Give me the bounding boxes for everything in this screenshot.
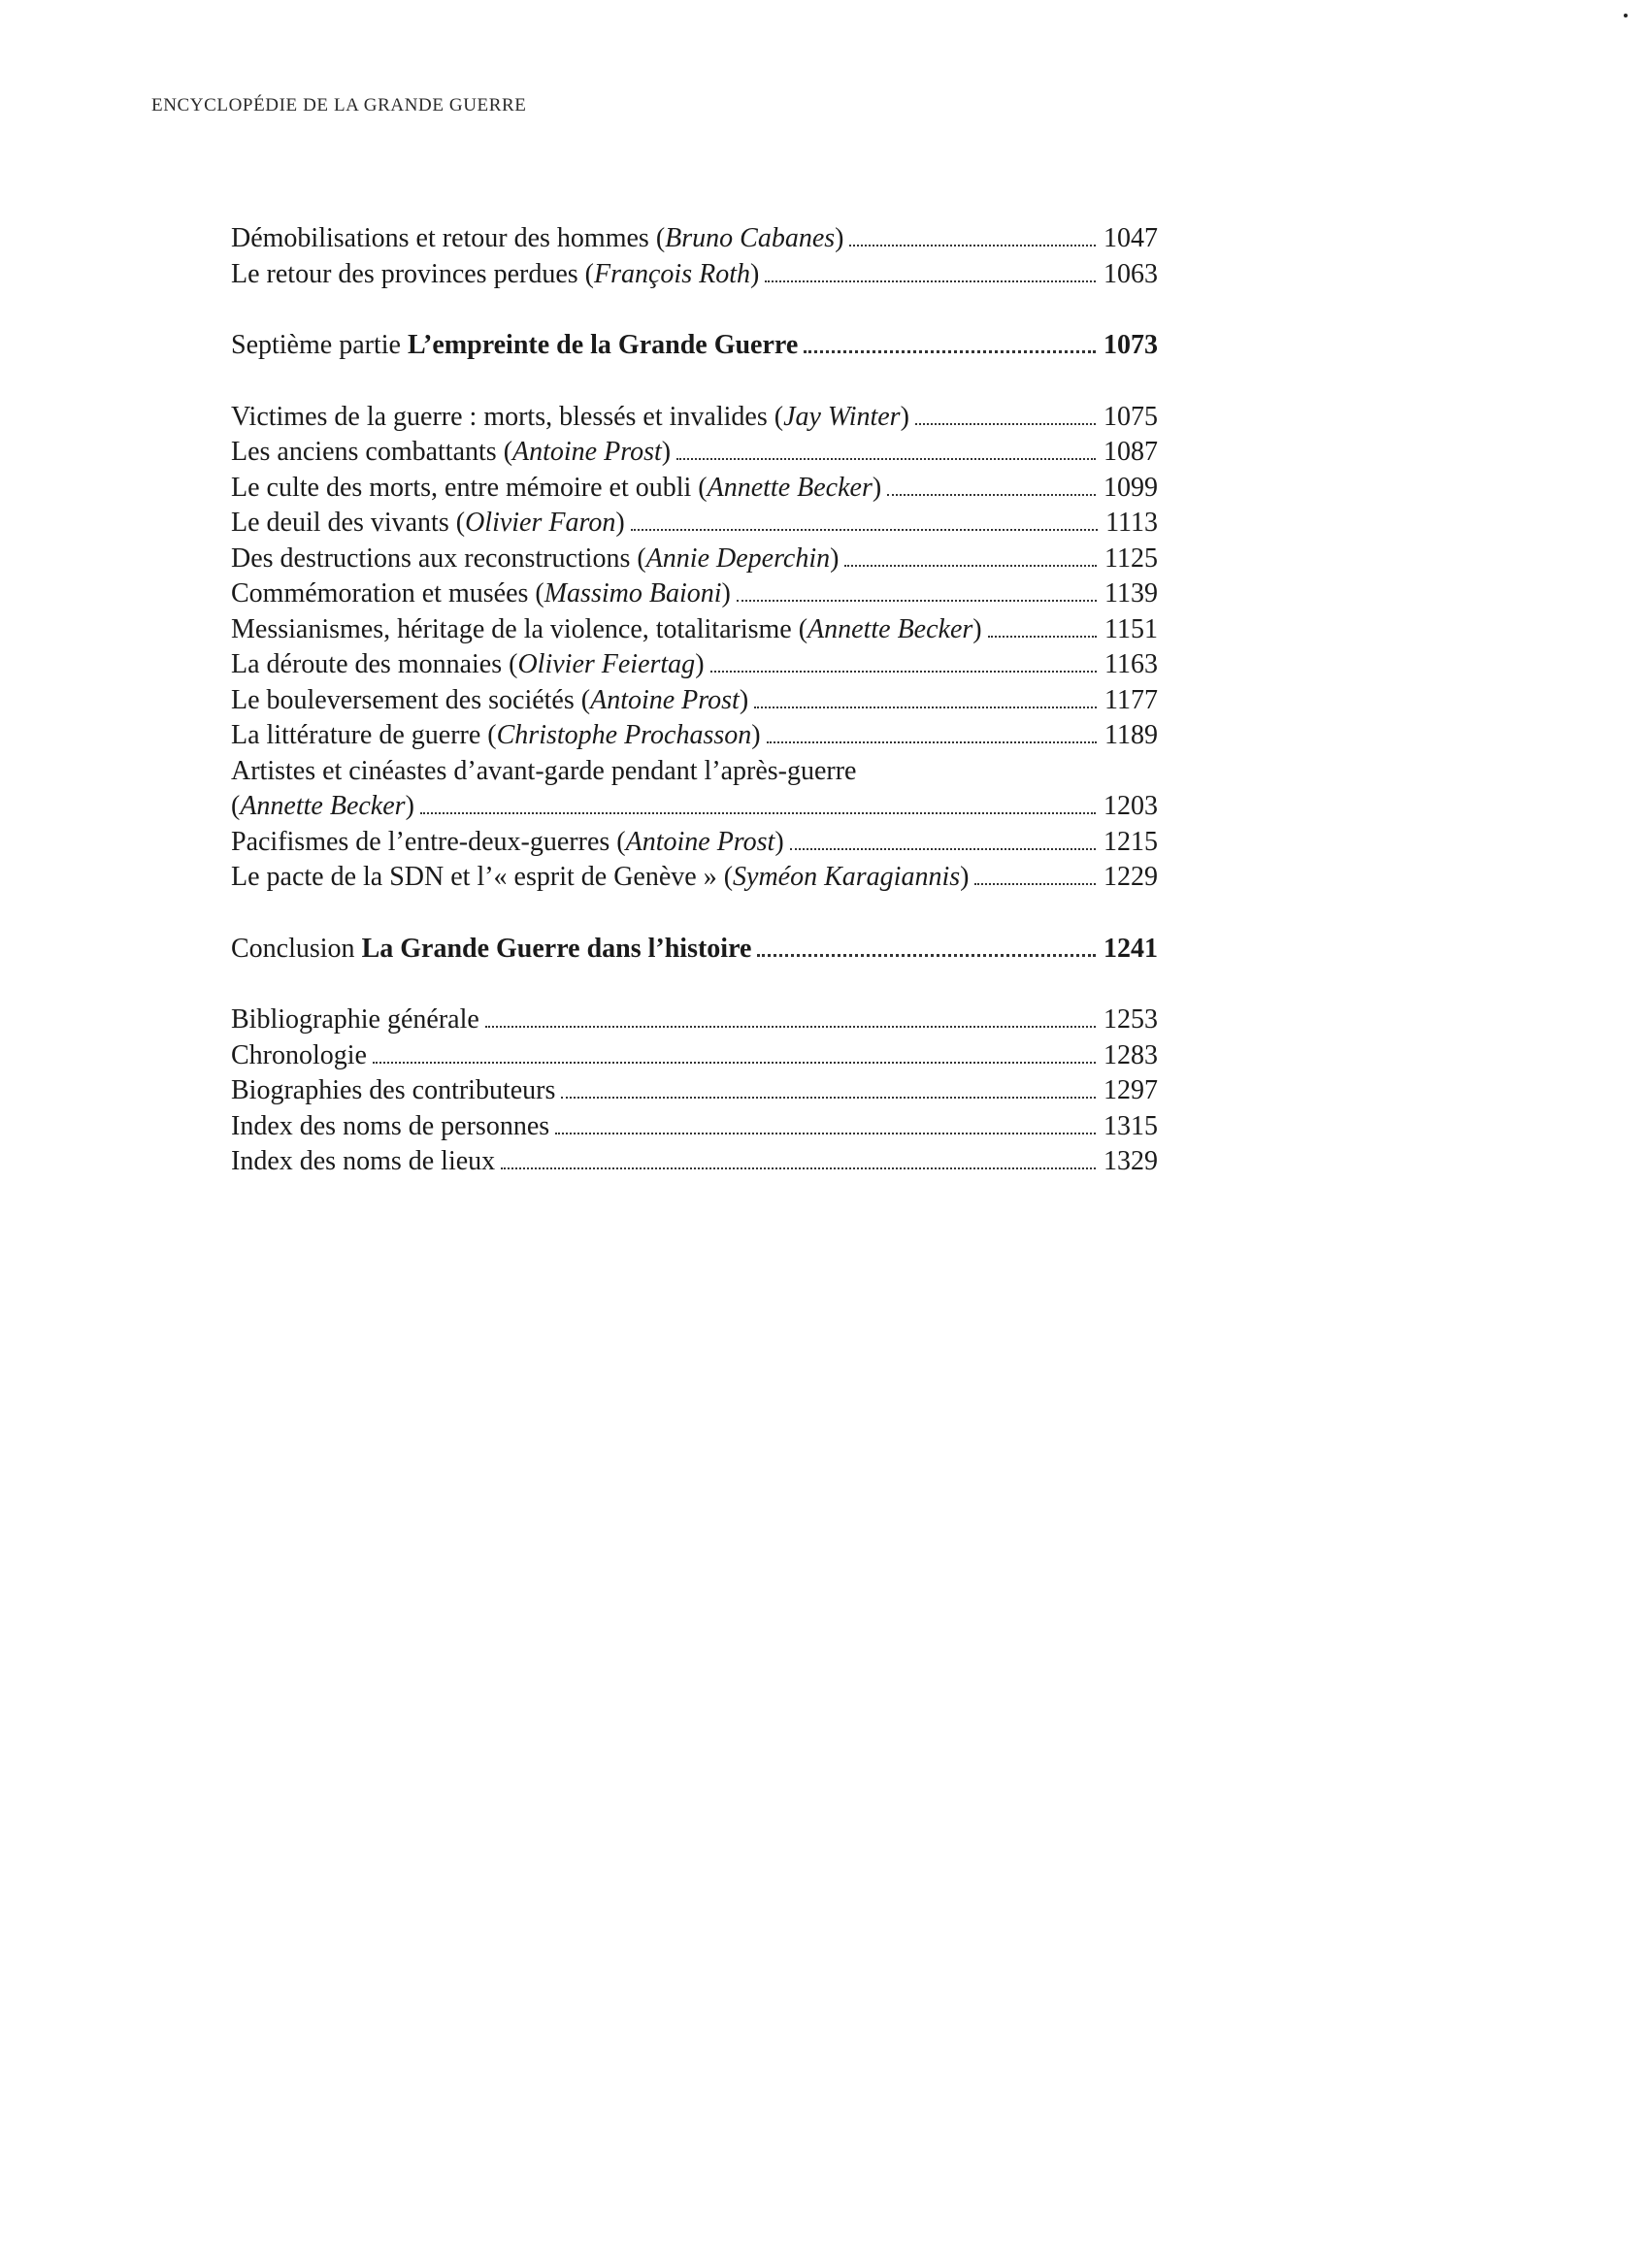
- entry-title: Messianismes, héritage de la violence, totalitarisme: [231, 613, 792, 644]
- part-heading-title: [231, 932, 757, 968]
- section-gap: [231, 967, 1158, 1003]
- entry-title: Biographies des contributeurs: [231, 1075, 556, 1105]
- page-number: 1151: [1104, 613, 1158, 644]
- entry-title: Le bouleversement des sociétés: [231, 684, 575, 715]
- page-number: 1063: [1103, 258, 1158, 289]
- page-number: 1099: [1103, 472, 1158, 503]
- entry-title-wrap: Des destructions aux reconstructions (Annie Deperchin): [231, 542, 840, 574]
- dot-leader: [767, 741, 1097, 743]
- part-label: Septième partie: [231, 330, 401, 360]
- entry-title-wrap: Les anciens combattants (Antoine Prost): [231, 437, 672, 467]
- entry-author: Olivier Faron: [465, 508, 616, 538]
- page-number: 1073: [1103, 330, 1158, 360]
- entry-title-wrap: Commémoration et musées (Massimo Baioni): [231, 578, 731, 608]
- entry-title: Les anciens combattants: [231, 437, 497, 467]
- scan-speck: [1624, 14, 1628, 17]
- entry-title: Commémoration et musées: [231, 578, 529, 608]
- toc-entry: [231, 718, 1158, 754]
- entry-title: Index des noms de personnes: [231, 1110, 550, 1141]
- toc-entry: [231, 506, 1158, 542]
- toc-entry: [231, 471, 1158, 507]
- entry-title-wrap: Le bouleversement des sociétés (Antoine Prost): [231, 684, 749, 715]
- entry-author: Christophe Prochasson: [496, 720, 752, 750]
- entry-title: Victimes de la guerre : morts, blessés et invalides: [231, 401, 768, 432]
- entry-author: Antoine Prost: [590, 684, 740, 715]
- page-number: 1203: [1103, 791, 1158, 821]
- dot-leader: [373, 1062, 1096, 1064]
- entry-title-wrap: La littérature de guerre (Christophe Prochasson): [231, 720, 761, 750]
- page-number: 1283: [1103, 1039, 1158, 1070]
- entry-title-wrap: [231, 1109, 555, 1145]
- dot-leader: [804, 350, 1096, 353]
- dot-leader: [849, 245, 1096, 247]
- table-of-contents: [231, 221, 1158, 1180]
- dot-leader: [765, 280, 1096, 282]
- entry-title: Le pacte de la SDN et l’« esprit de Genève »: [231, 862, 717, 892]
- toc-entry: [231, 1144, 1158, 1180]
- entry-title: Le deuil des vivants: [231, 508, 449, 538]
- entry-author: Annette Becker: [707, 472, 873, 503]
- entry-title: Chronologie: [231, 1039, 367, 1070]
- page-number: 1215: [1103, 826, 1158, 857]
- dot-leader: [631, 529, 1098, 531]
- entry-title-wrap: [231, 1144, 501, 1180]
- entry-title: Index des noms de lieux: [231, 1146, 496, 1176]
- toc-entry: [231, 860, 1158, 896]
- entry-title: La littérature de guerre: [231, 720, 481, 750]
- entry-title: Bibliographie générale: [231, 1004, 479, 1035]
- dot-leader: [676, 458, 1096, 460]
- entry-author: Antoine Prost: [625, 826, 775, 857]
- page-number: 1315: [1103, 1110, 1158, 1141]
- entry-author: Annette Becker: [807, 613, 973, 644]
- entry-title-wrap: Démobilisations et retour des hommes (Bruno Cabanes): [231, 223, 844, 253]
- part-title: La Grande Guerre dans l’histoire: [361, 933, 752, 964]
- entry-author: Jay Winter: [783, 401, 901, 432]
- part-heading: [231, 932, 1158, 968]
- entry-title-wrap: [231, 1003, 485, 1038]
- toc-entry: [231, 1003, 1158, 1038]
- toc-entry: [231, 221, 1158, 257]
- dot-leader: [887, 494, 1096, 496]
- toc-entry: [231, 257, 1158, 293]
- page-number: 1087: [1103, 437, 1158, 467]
- entry-title-wrap: [231, 1038, 373, 1074]
- dot-leader: [988, 636, 1097, 638]
- toc-entry: [231, 754, 1158, 790]
- dot-leader: [501, 1167, 1096, 1169]
- dot-leader: [555, 1133, 1096, 1134]
- toc-entry: [231, 825, 1158, 861]
- page-number: 1229: [1103, 862, 1158, 892]
- entry-title: La déroute des monnaies: [231, 649, 503, 679]
- page-number: 1125: [1104, 542, 1158, 574]
- part-label: Conclusion: [231, 933, 355, 964]
- part-heading-title: [231, 328, 804, 364]
- page-number: 1047: [1103, 223, 1158, 253]
- entry-author-wrap: (Annette Becker): [231, 791, 414, 821]
- entry-title-wrap: Le culte des morts, entre mémoire et oubli (Annette Becker): [231, 472, 882, 503]
- toc-entry: [231, 576, 1158, 612]
- page-number: 1297: [1103, 1075, 1158, 1105]
- page-number: 1075: [1103, 401, 1158, 432]
- dot-leader: [420, 812, 1096, 814]
- running-head: ENCYCLOPÉDIE DE LA GRANDE GUERRE: [151, 95, 527, 115]
- entry-author: Syméon Karagiannis: [733, 862, 961, 892]
- entry-title: Le culte des morts, entre mémoire et oubli: [231, 472, 692, 503]
- entry-title-wrap: Le pacte de la SDN et l’« esprit de Genève » (Syméon Karagiannis): [231, 862, 970, 892]
- entry-title: Le retour des provinces perdues: [231, 258, 578, 289]
- entry-title: Pacifismes de l’entre-deux-guerres: [231, 826, 610, 857]
- toc-entry: [231, 612, 1158, 648]
- entry-title: Des destructions aux reconstructions: [231, 542, 631, 574]
- entry-title: Démobilisations et retour des hommes: [231, 223, 649, 253]
- entry-title-wrap: La déroute des monnaies (Olivier Feiertag): [231, 649, 705, 679]
- toc-entry: [231, 400, 1158, 436]
- part-title: L’empreinte de la Grande Guerre: [407, 330, 799, 360]
- entry-author: François Roth: [593, 258, 750, 289]
- toc-entry: [231, 1038, 1158, 1074]
- toc-entry: [231, 1109, 1158, 1145]
- toc-entry-continuation: [231, 789, 1158, 825]
- page-number: 1177: [1104, 684, 1158, 715]
- entry-title-wrap: Le retour des provinces perdues (François Roth): [231, 258, 760, 289]
- entry-title-wrap: [231, 1073, 561, 1109]
- toc-entry: [231, 1073, 1158, 1109]
- entry-title-wrap: Pacifismes de l’entre-deux-guerres (Antoine Prost): [231, 826, 784, 857]
- page-number: 1163: [1104, 649, 1158, 679]
- toc-entry: [231, 683, 1158, 719]
- page-number: 1139: [1104, 578, 1158, 608]
- page-number: 1113: [1105, 508, 1158, 538]
- page-number: 1253: [1103, 1004, 1158, 1035]
- entry-title-wrap: Le deuil des vivants (Olivier Faron): [231, 508, 625, 538]
- dot-leader: [710, 671, 1098, 673]
- page-number: 1329: [1103, 1146, 1158, 1176]
- page-number: 1241: [1103, 933, 1158, 964]
- entry-author: Annie Deperchin: [645, 542, 831, 574]
- toc-entry: [231, 435, 1158, 471]
- page-number: 1189: [1104, 720, 1158, 750]
- dot-leader: [737, 600, 1097, 602]
- entry-title-wrap: Messianismes, héritage de la violence, totalitarisme (Annette Becker): [231, 613, 982, 644]
- section-gap: [231, 292, 1158, 328]
- dot-leader: [790, 848, 1096, 850]
- toc-entry: [231, 542, 1158, 577]
- entry-title: Artistes et cinéastes d’avant-garde pendant l’après-guerre: [231, 755, 857, 786]
- section-gap: [231, 364, 1158, 400]
- entry-author: Bruno Cabanes: [665, 223, 836, 253]
- toc-entry: [231, 647, 1158, 683]
- entry-author: Massimo Baioni: [544, 578, 722, 608]
- entry-author: Antoine Prost: [512, 437, 662, 467]
- dot-leader: [844, 565, 1097, 567]
- entry-author: Olivier Feiertag: [517, 649, 696, 679]
- part-heading: [231, 328, 1158, 364]
- dot-leader: [757, 954, 1096, 957]
- entry-author: Annette Becker: [240, 791, 406, 821]
- dot-leader: [485, 1026, 1096, 1028]
- dot-leader: [974, 883, 1096, 885]
- dot-leader: [561, 1097, 1096, 1099]
- dot-leader: [754, 707, 1097, 708]
- entry-title-wrap: Victimes de la guerre : morts, blessés et invalides (Jay Winter): [231, 401, 909, 432]
- section-gap: [231, 896, 1158, 932]
- dot-leader: [915, 423, 1096, 425]
